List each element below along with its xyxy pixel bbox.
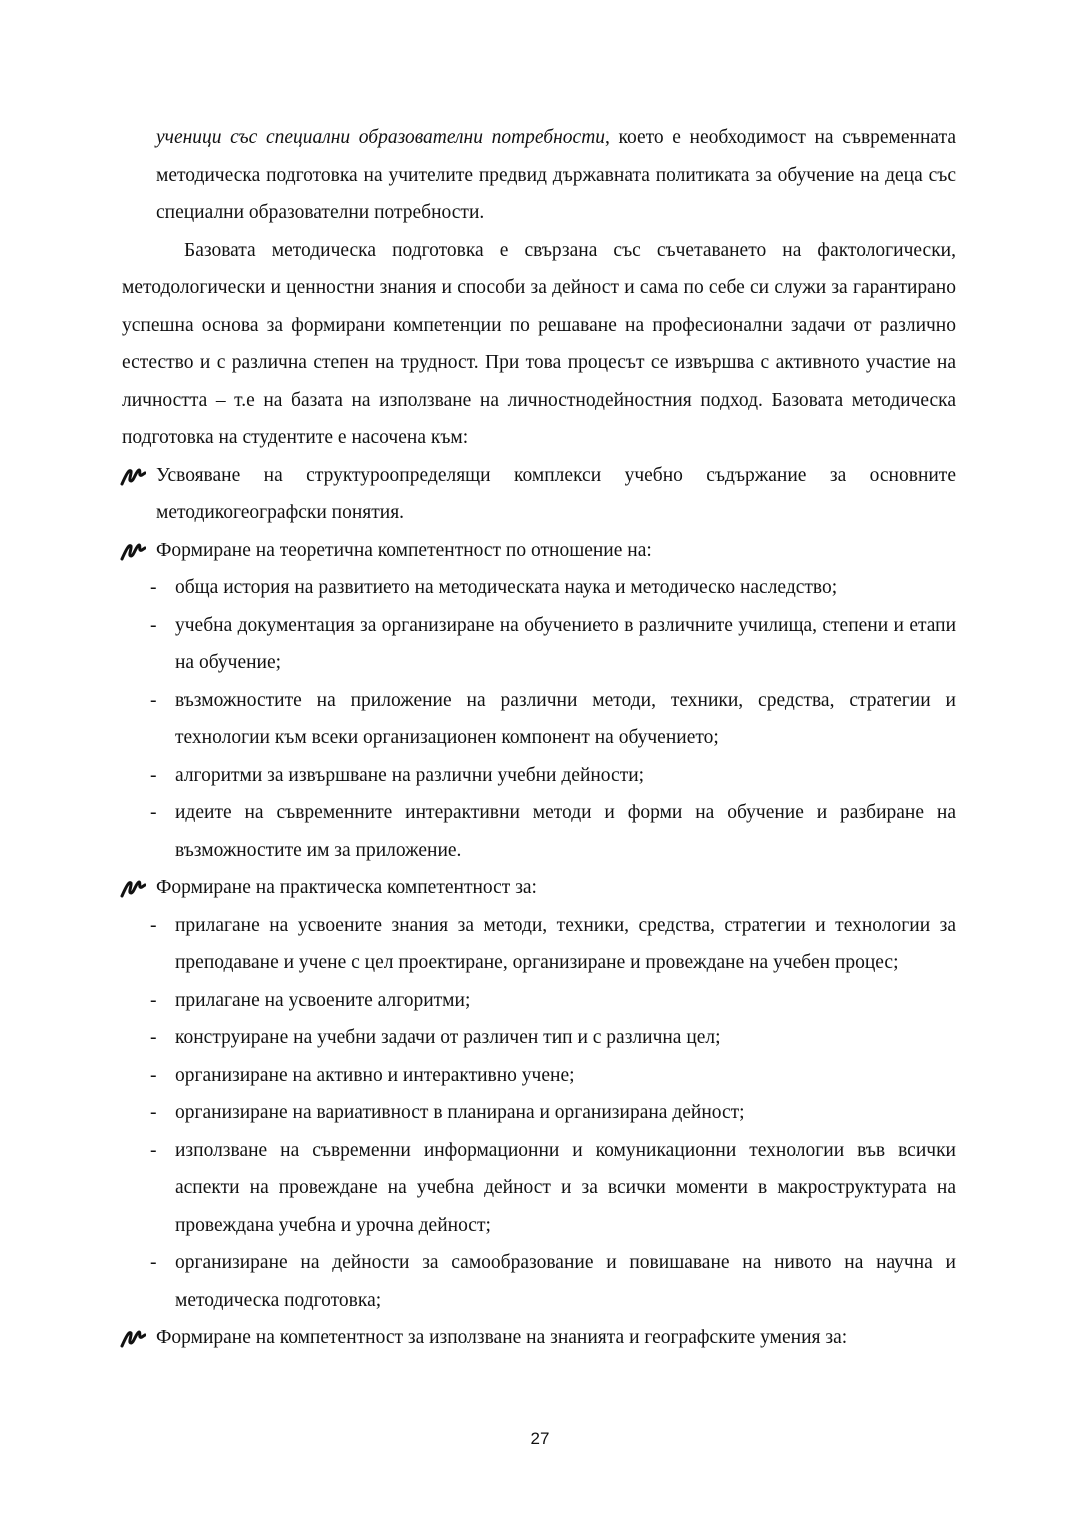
sub-list-text: учебна документация за организиране на обучението в различните училища, степени и етапи на обучение;	[175, 614, 956, 673]
dash-marker: -	[150, 1252, 157, 1273]
sub-list-item	[122, 569, 956, 607]
dash-marker: -	[150, 577, 157, 598]
bullet-item	[122, 457, 956, 532]
body-paragraph: Базовата методическа подготовка е свързана със съчетаването на фактологически, методологически и ценностни знания и способи за дейност и сама по себе си служи за гарантирано успешна основа за формирани компетенции по решаване на професионални задачи от различно естество и с различна степен на трудност. При това процесът се извършва с активното участие на личността – т.е на базата на използване на личностнодейностния подход. Базовата методическа подготовка на студентите е насочена към:	[122, 239, 956, 448]
sub-list-item	[122, 607, 956, 682]
sub-list-text: алгоритми за извършване на различни учебни дейности;	[175, 764, 645, 786]
sub-list-item	[122, 1019, 956, 1057]
dash-marker: -	[150, 1102, 157, 1123]
sub-list-text: използване на съвременни информационни и комуникационни технологии във всички аспекти на провеждане на учебна дейност и за всички моменти в макроструктурата на провеждана учебна и урочна дейност;	[175, 1139, 956, 1236]
intro-italic-lead: ученици със специални образователни потребности	[156, 127, 606, 148]
scribble-bullet-icon	[120, 465, 146, 487]
sub-list-item	[122, 907, 956, 982]
scribble-bullet-icon	[120, 877, 146, 899]
sub-list-text: възможностите на приложение на различни методи, техники, средства, стратегии и технологии към всеки организационен компонент на обучението;	[175, 689, 956, 748]
dash-marker: -	[150, 1064, 157, 1086]
sub-list-text: идеите на съвременните интерактивни методи и форми на обучение и разбиране на възможностите им за приложение.	[175, 802, 956, 861]
bullet-text: Формиране на практическа компетентност за:	[156, 877, 537, 898]
sub-list-item	[122, 794, 956, 869]
dash-marker: -	[150, 802, 157, 823]
scribble-bullet-icon	[120, 540, 146, 562]
intro-rest: , което е необходимост на съвременната методическа подготовка на учителите предвид държавната политиката за обучение на деца със специални образователни потребности.	[156, 127, 956, 223]
sub-list-item	[122, 1132, 956, 1245]
dash-marker: -	[150, 1027, 157, 1048]
sub-list-item	[122, 982, 956, 1020]
sub-list-text: конструиране на учебни задачи от различен тип и с различна цел;	[175, 1027, 721, 1048]
bullet-text: Формиране на теоретична компетентност по отношение на:	[156, 539, 652, 561]
sub-list-text: прилагане на усвоените алгоритми;	[175, 989, 471, 1011]
intro-paragraph	[122, 119, 956, 232]
sub-list-text: обща история на развитието на методическата наука и методическо наследство;	[175, 577, 838, 598]
sub-list-text: прилагане на усвоените знания за методи, техники, средства, стратегии и технологии за преподаване и учене с цел проектиране, организиране и провеждане на учебен процес;	[175, 914, 956, 973]
bullet-text: Формиране на компетентност за използване на знанията и географските умения за:	[156, 1327, 848, 1348]
sub-list-text: организиране на дейности за самообразование и повишаване на нивото на научна и методическа подготовка;	[175, 1252, 956, 1311]
dash-marker: -	[150, 914, 157, 936]
sub-list-text: организиране на активно и интерактивно учене;	[175, 1064, 575, 1086]
dash-marker: -	[150, 764, 157, 786]
dash-marker: -	[150, 989, 157, 1011]
bullet-text: Усвояване на структуроопределящи комплекси учебно съдържание за основните методикогеографски понятия.	[156, 464, 956, 523]
bullet-item	[122, 869, 956, 907]
dash-marker: -	[150, 614, 157, 636]
sub-list-item	[122, 1094, 956, 1132]
sub-list-item	[122, 682, 956, 757]
dash-marker: -	[150, 1139, 157, 1161]
bullet-item	[122, 532, 956, 570]
sub-list-text: организиране на вариативност в планирана и организирана дейност;	[175, 1102, 745, 1123]
dash-marker: -	[150, 689, 157, 711]
sub-list-item	[122, 1057, 956, 1095]
bullet-item	[122, 1319, 956, 1357]
page-content	[122, 119, 956, 1357]
sub-list-item	[122, 1244, 956, 1319]
page-number: 27	[530, 1429, 550, 1448]
sub-list-item	[122, 757, 956, 795]
scribble-bullet-icon	[120, 1327, 146, 1349]
